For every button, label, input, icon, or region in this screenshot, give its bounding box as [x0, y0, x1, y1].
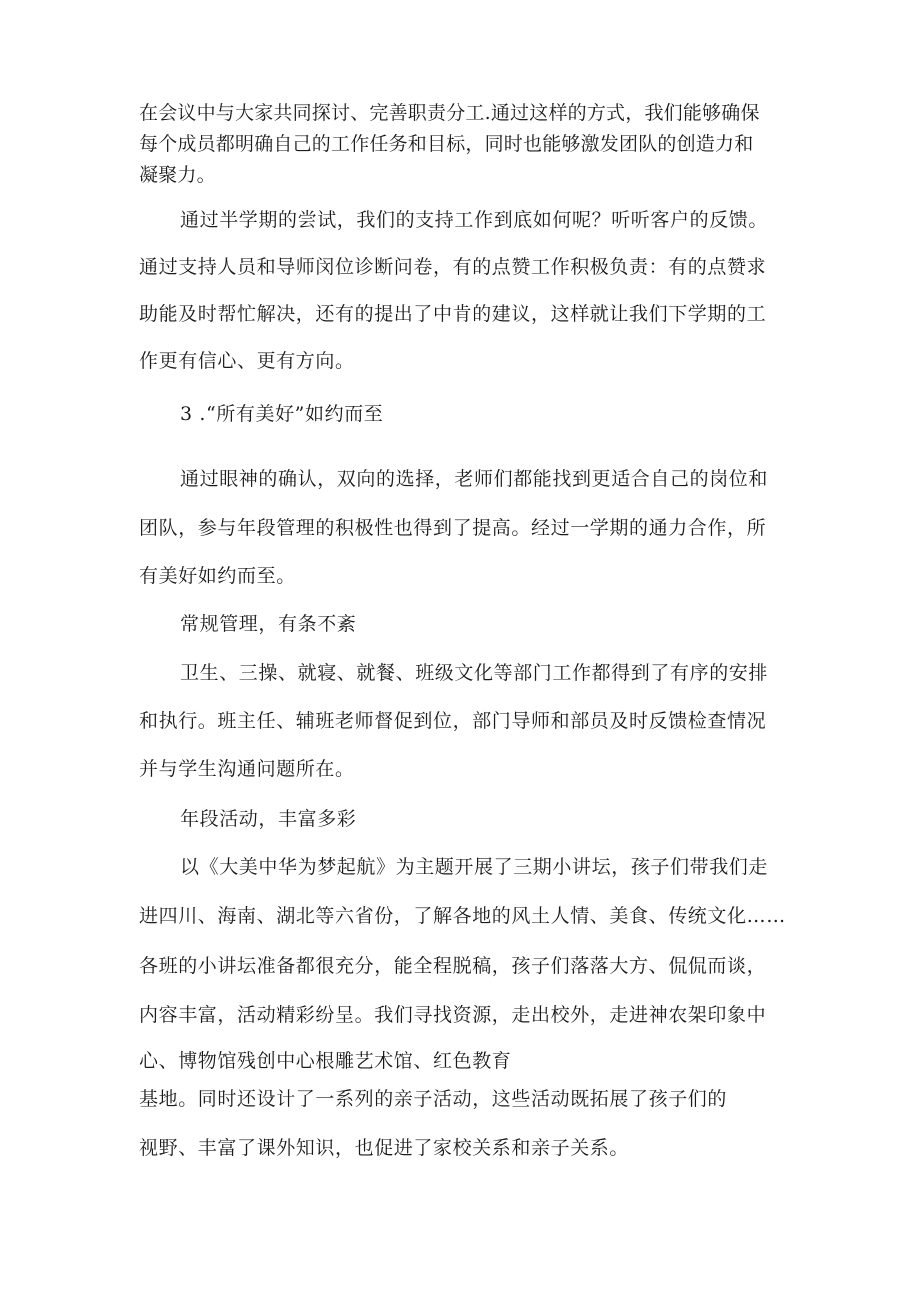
paragraph-line: 卫生、三操、就寝、就餐、班级文化等部门工作都得到了有序的安排 [180, 662, 769, 684]
paragraph-line: 进四川、海南、湖北等六省份，了解各地的风土人情、美食、传统文化…… [139, 905, 786, 927]
paragraph-line: 以《大美中华为梦起航》为主题开展了三期小讲坛，孩子们带我们走 [180, 856, 769, 878]
paragraph-line: 作更有信心、更有方向。 [139, 350, 355, 372]
paragraph-line: 和执行。班主任、辅班老师督促到位，部门导师和部员及时反馈检查情况 [139, 710, 767, 732]
paragraph-line: 基地。同时还设计了一系列的亲子活动，这些活动既拓展了孩子们的 [139, 1088, 728, 1110]
paragraph-line: 心、博物馆残创中心根雕艺术馆、红色教育 [139, 1050, 512, 1072]
section-heading: 3 .“所有美好”如约而至 [180, 403, 384, 425]
paragraph-line: 有美好如约而至。 [139, 565, 296, 587]
paragraph-line: 视野、丰富了课外知识，也促进了家校关系和亲子关系。 [139, 1137, 630, 1159]
paragraph-line: 并与学生沟通问题所在。 [139, 758, 355, 780]
paragraph-line: 内容丰富，活动精彩纷呈。我们寻找资源，走出校外，走进神农架印象中 [139, 1004, 767, 1026]
paragraph-line: 凝聚力。 [139, 164, 216, 186]
subsection-heading: 年段活动，丰富多彩 [180, 808, 357, 830]
subsection-heading: 常规管理，有条不紊 [180, 613, 357, 635]
paragraph-line: 在会议中与大家共同探讨、完善职责分工.通过这样的方式，我们能够确保 [139, 102, 760, 124]
paragraph-line: 通过眼神的确认，双向的选择，老师们都能找到更适合自己的岗位和 [180, 468, 769, 490]
paragraph-line: 每个成员都明确自己的工作任务和目标，同时也能够激发团队的创造力和 [139, 133, 754, 155]
paragraph-line: 助能及时帮忙解决，还有的提出了中肯的建议，这样就让我们下学期的工 [139, 303, 767, 325]
paragraph-line: 各班的小讲坛准备都很充分，能全程脱稿，孩子们落落大方、侃侃而谈， [139, 955, 767, 977]
paragraph-line: 团队，参与年段管理的积极性也得到了提高。经过一学期的通力合作，所 [139, 517, 767, 539]
paragraph-line: 通过支持人员和导师闵位诊断问卷，有的点赞工作积极负责：有的点赞求 [139, 256, 767, 278]
paragraph-line: 通过半学期的尝试，我们的支持工作到底如何呢？听听客户的反馈。 [180, 209, 769, 231]
